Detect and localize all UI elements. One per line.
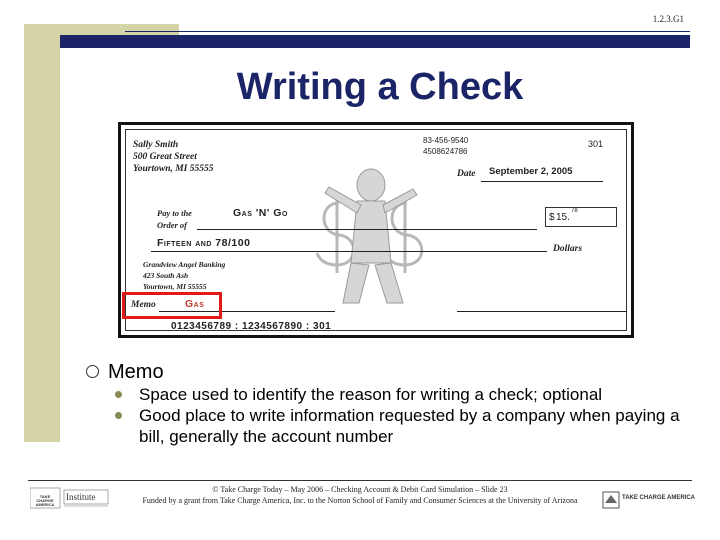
logo-left-text-2: Institute [66, 492, 96, 502]
check-address-2: Yourtown, MI 55555 [133, 164, 214, 174]
list-item [115, 405, 705, 447]
logo-right-text: TAKE CHARGE AMERICA [622, 495, 695, 501]
check-dollars-label: Dollars [553, 244, 583, 254]
check-bank-address-1: 423 South Ash [143, 271, 189, 280]
footer-line-1: © Take Charge Today – May 2006 – Checking Account & Debit Card Simulation – Slide 23 [212, 485, 508, 494]
check-payee: Gas 'N' Go [233, 207, 288, 219]
check-pay-to-label-1: Pay to the [157, 208, 192, 218]
footer-line-2: Funded by a grant from Take Charge America, Inc. to the Norton School of Family and Consumer Sciences at the University of Arizona [142, 496, 578, 505]
check-payee-line [197, 229, 537, 230]
topbar-dark-decoration [60, 35, 690, 48]
sub-bullet-text: Good place to write information requested by a company when paying a bill, generally the account number [139, 406, 680, 446]
main-bullet-text: Memo [108, 361, 164, 383]
check-name: Sally Smith [133, 140, 179, 150]
check-micr-line: 0123456789 : 1234567890 : 301 [171, 321, 332, 332]
sub-bullet-text: Space used to identify the reason for writing a check; optional [139, 385, 603, 404]
logo-left [30, 486, 110, 510]
check-memo-value: Gas [185, 298, 205, 310]
memo-highlight-box [122, 292, 222, 319]
check-date-value: September 2, 2005 [489, 166, 573, 177]
check-date-label: Date [457, 169, 476, 179]
slide-number: 1.2.3.G1 [652, 14, 684, 24]
sub-bullet-list [115, 384, 705, 447]
check-amount-cents: 78 [571, 208, 578, 214]
bullet-dot-icon [115, 391, 122, 398]
main-bullet-circle [86, 365, 99, 378]
check-amount-value: 15. [556, 212, 570, 223]
check-routing-bottom: 4508624786 [423, 147, 468, 156]
list-item [115, 384, 705, 405]
check-memo-label: Memo [131, 300, 156, 310]
slide-title: Writing a Check [236, 66, 524, 108]
check-signature-line [457, 311, 627, 312]
logo-left-text: TAKE CHARGE AMERICA [35, 494, 55, 507]
check-date-line [481, 181, 603, 182]
dollar-watermark-icon [299, 153, 449, 313]
check-routing-top: 83-456-9540 [423, 136, 469, 145]
bullet-dot-icon [115, 412, 122, 419]
check-written-amount-line [151, 251, 547, 252]
check-bank-address-2: Yourtown, MI 55555 [143, 282, 207, 291]
check-written-amount: Fifteen and 78/100 [157, 237, 251, 249]
take-charge-america-right-logo-icon [602, 491, 620, 509]
check-pay-to-label-2: Order of [157, 220, 187, 230]
topbar-line-decoration [125, 31, 690, 32]
check-number: 301 [588, 139, 604, 149]
check-amount-symbol: $ [549, 212, 555, 223]
check-bank-name: Grandview Angel Banking [143, 260, 226, 269]
logo-right [602, 491, 702, 509]
footer-text [110, 484, 610, 506]
check-address-1: 500 Great Street [133, 152, 197, 162]
footer-divider [28, 480, 692, 481]
